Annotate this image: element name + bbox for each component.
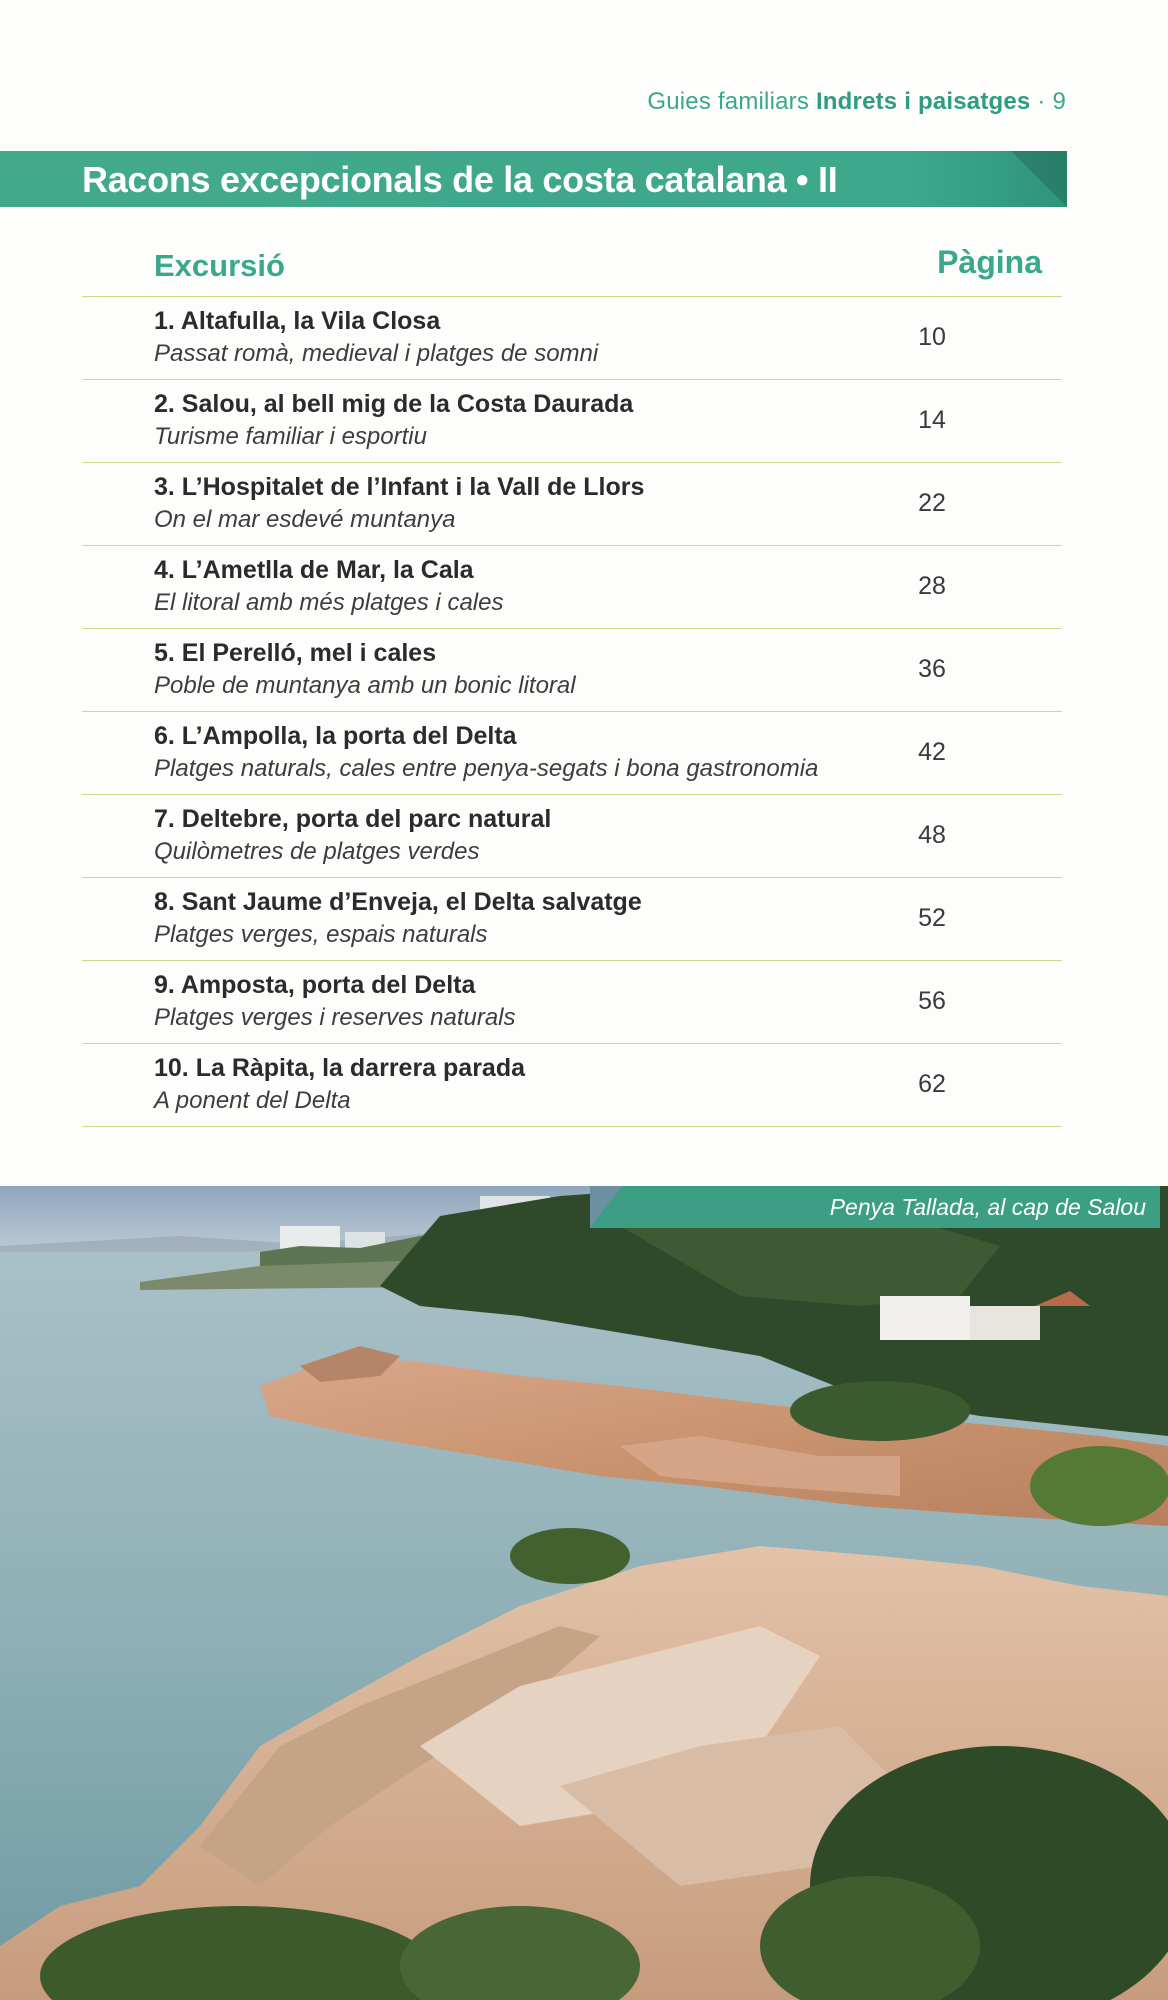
section-title: Racons excepcionals de la costa catalana • II bbox=[82, 159, 838, 200]
excursion-description: Platges verges i reserves naturals bbox=[154, 1004, 516, 1031]
header-separator: · bbox=[1037, 88, 1046, 115]
series-name: Guies familiars bbox=[647, 88, 810, 115]
excursion-description: Platges naturals, cales entre penya-segats i bona gastronomia bbox=[154, 755, 819, 782]
excursion-title: 3. L’Hospitalet de l’Infant i la Vall de Llors bbox=[154, 473, 645, 501]
toc-entry bbox=[82, 629, 1062, 712]
excursion-page-number: 14 bbox=[918, 406, 946, 434]
toc-entry bbox=[82, 712, 1062, 795]
excursion-description: Poble de muntanya amb un bonic litoral bbox=[154, 672, 576, 699]
excursion-description: Turisme familiar i esportiu bbox=[154, 423, 427, 450]
excursion-title: 6. L’Ampolla, la porta del Delta bbox=[154, 722, 517, 750]
excursion-title: 2. Salou, al bell mig de la Costa Daurada bbox=[154, 390, 634, 418]
collection-name: Indrets i paisatges bbox=[815, 88, 1031, 115]
toc-entry bbox=[82, 297, 1062, 380]
toc-entry bbox=[82, 380, 1062, 463]
toc-header-row bbox=[82, 240, 1062, 297]
excursion-page-number: 10 bbox=[918, 323, 946, 351]
excursion-page-number: 22 bbox=[918, 489, 946, 517]
excursion-page-number: 62 bbox=[918, 1070, 946, 1098]
excursion-page-number: 56 bbox=[918, 987, 946, 1015]
running-header bbox=[647, 88, 1066, 116]
excursion-page-number: 28 bbox=[918, 572, 946, 600]
toc-entry bbox=[82, 795, 1062, 878]
excursion-page-number: 36 bbox=[918, 655, 946, 683]
excursion-description: On el mar esdevé muntanya bbox=[154, 506, 456, 533]
excursion-title: 1. Altafulla, la Vila Closa bbox=[154, 307, 441, 335]
toc-rows bbox=[82, 297, 1062, 1127]
excursion-title: 9. Amposta, porta del Delta bbox=[154, 971, 476, 999]
coastal-photo bbox=[0, 1186, 1168, 2000]
column-header-page: Pàgina bbox=[937, 244, 1042, 280]
excursion-title: 4. L’Ametlla de Mar, la Cala bbox=[154, 556, 474, 584]
excursion-page-number: 48 bbox=[918, 821, 946, 849]
toc-entry bbox=[82, 961, 1062, 1044]
toc-entry bbox=[82, 546, 1062, 629]
excursion-title: 8. Sant Jaume d’Enveja, el Delta salvatge bbox=[154, 888, 642, 916]
excursion-page-number: 42 bbox=[918, 738, 946, 766]
table-of-contents bbox=[82, 240, 1062, 1127]
excursion-title: 10. La Ràpita, la darrera parada bbox=[154, 1054, 526, 1082]
excursion-page-number: 52 bbox=[918, 904, 946, 932]
toc-entry bbox=[82, 1044, 1062, 1127]
banner-corner-decoration bbox=[1011, 151, 1067, 207]
photo-caption: Penya Tallada, al cap de Salou bbox=[829, 1194, 1146, 1220]
excursion-description: Passat romà, medieval i platges de somni bbox=[154, 340, 599, 367]
section-banner bbox=[0, 151, 1067, 207]
excursion-title: 5. El Perelló, mel i cales bbox=[154, 639, 437, 667]
toc-entry bbox=[82, 463, 1062, 546]
excursion-description: Platges verges, espais naturals bbox=[154, 921, 488, 948]
toc-entry bbox=[82, 878, 1062, 961]
excursion-description: El litoral amb més platges i cales bbox=[154, 589, 504, 616]
excursion-description: Quilòmetres de platges verdes bbox=[154, 838, 480, 865]
photo-caption-bar bbox=[590, 1186, 1160, 1228]
page-number: 9 bbox=[1052, 88, 1066, 115]
coastline-illustration bbox=[0, 1186, 1168, 2000]
excursion-title: 7. Deltebre, porta del parc natural bbox=[154, 805, 552, 833]
caption-notch-decoration bbox=[590, 1186, 622, 1228]
excursion-description: A ponent del Delta bbox=[154, 1087, 351, 1114]
column-header-excursion: Excursió bbox=[154, 248, 285, 283]
